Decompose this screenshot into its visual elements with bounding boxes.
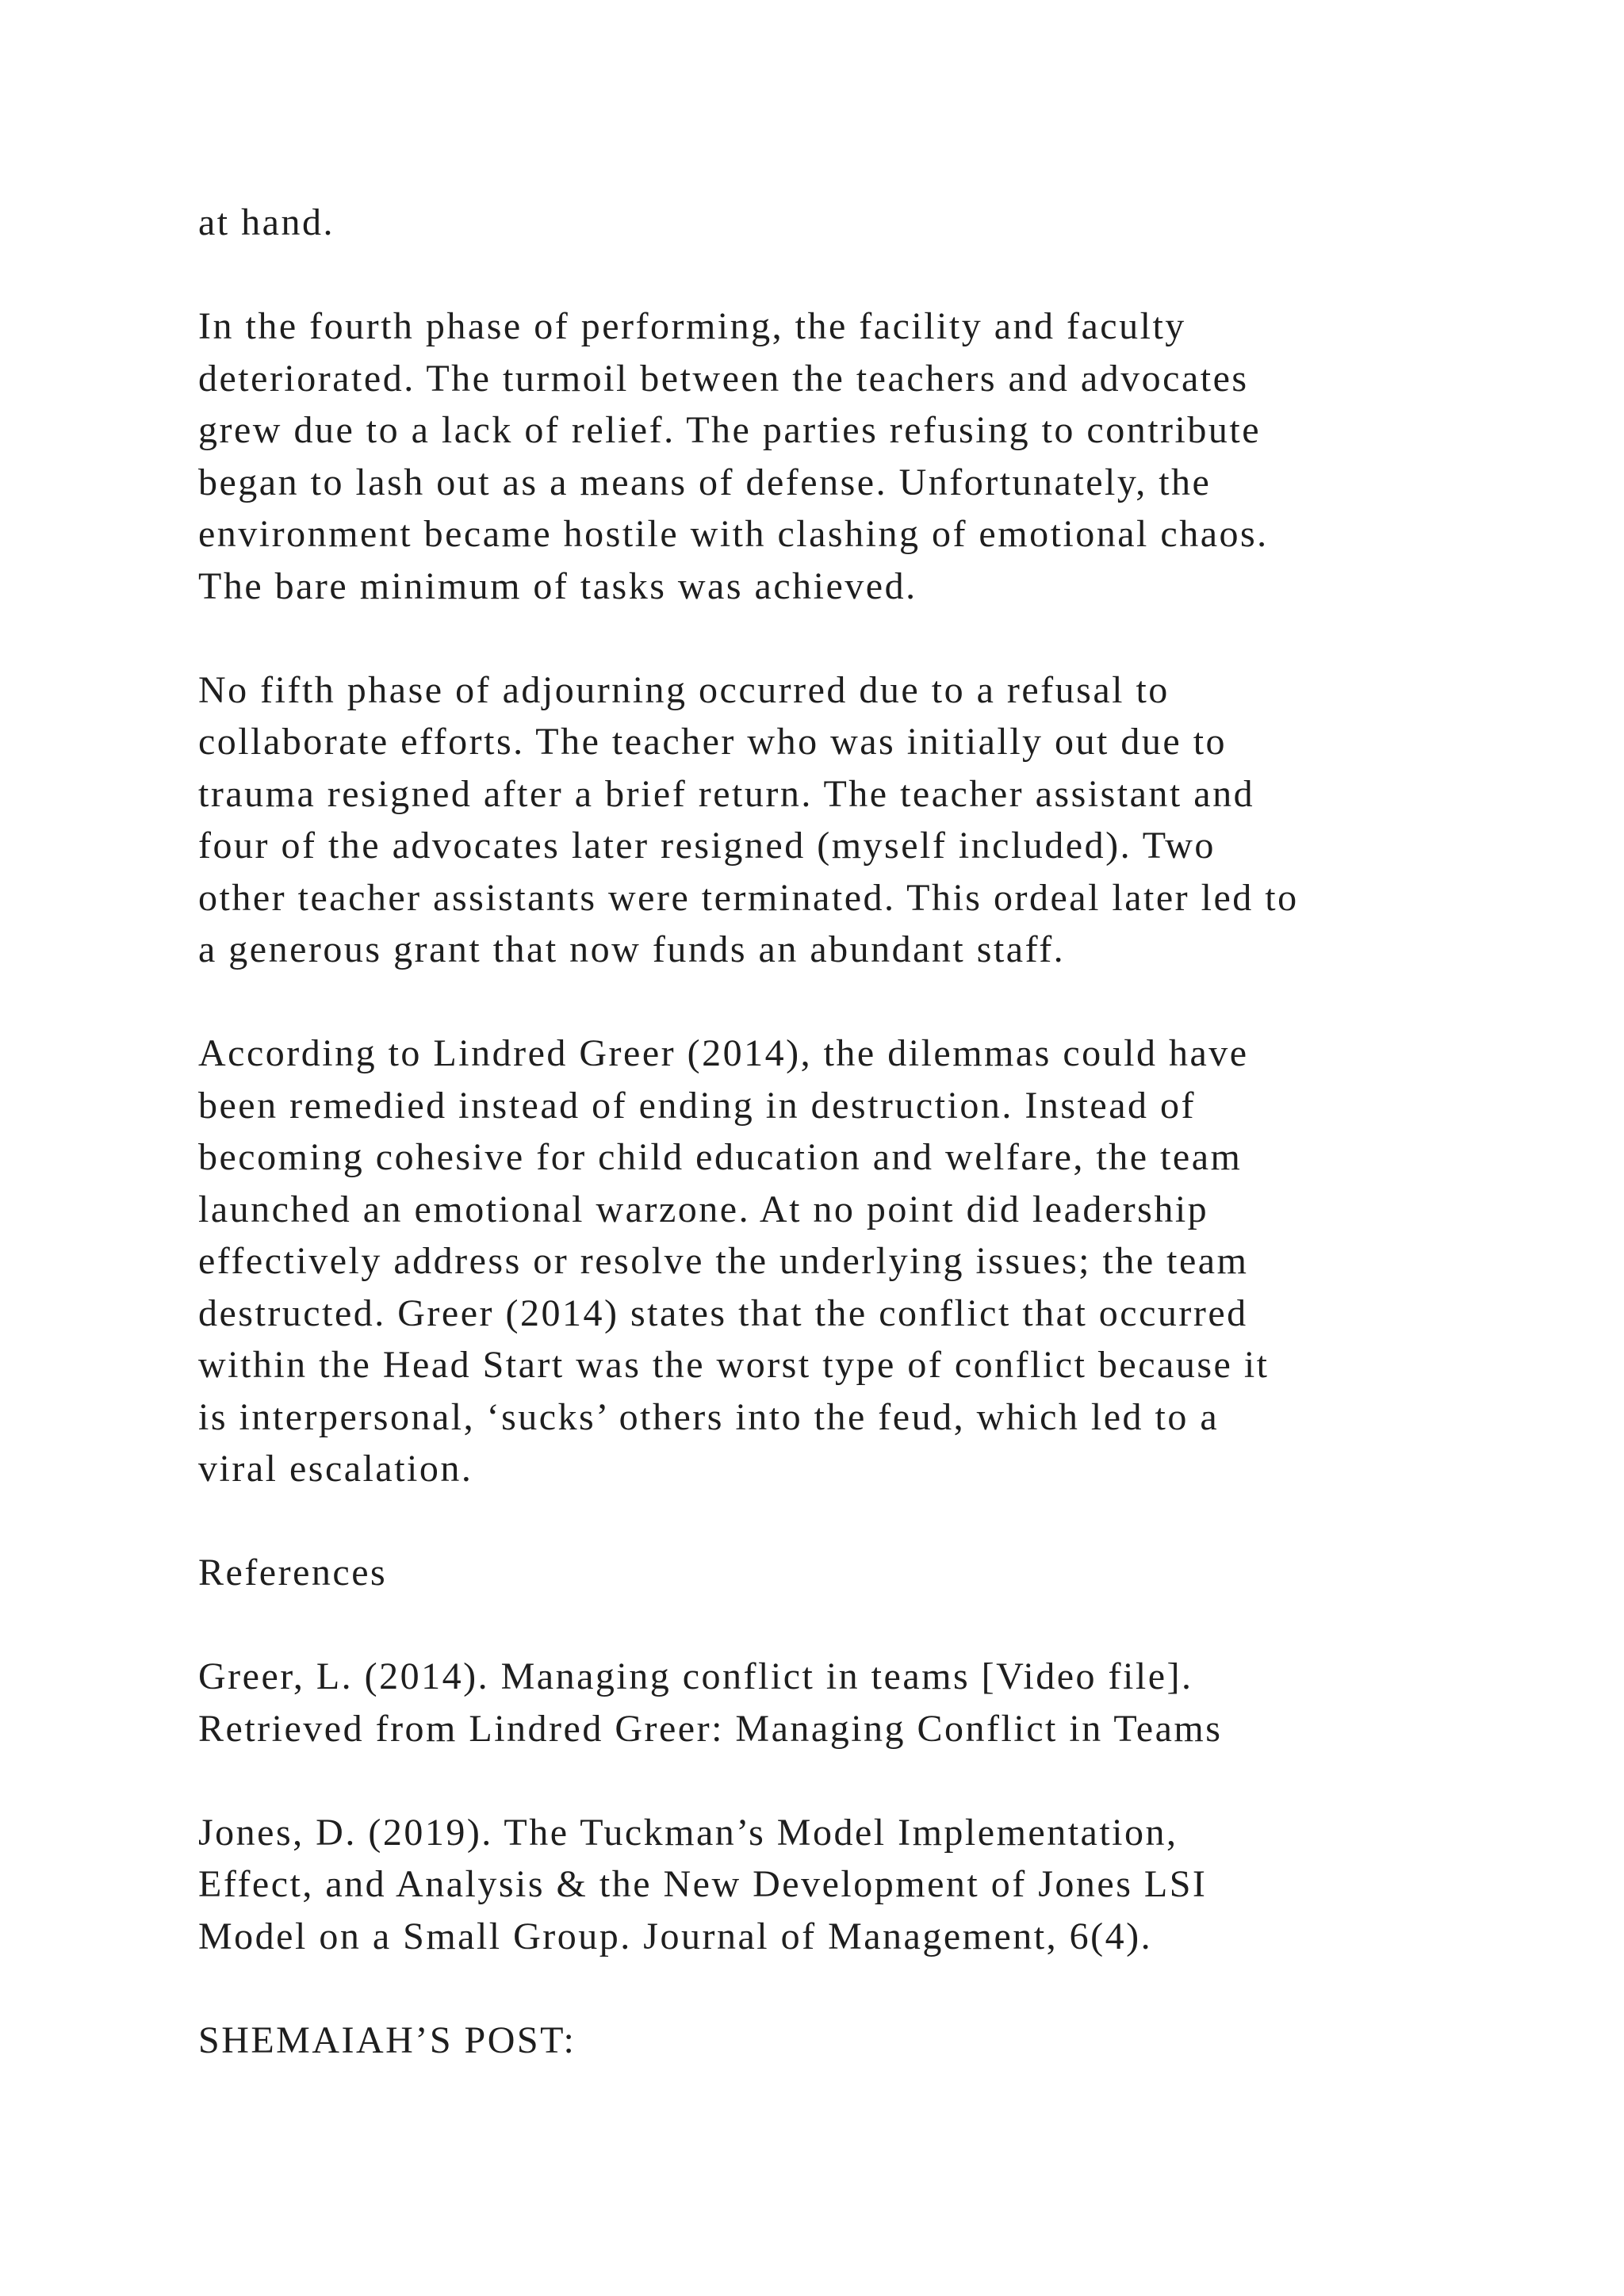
text-line: No fifth phase of adjourning occurred due to a refusal to [198, 668, 1170, 711]
text-line: is interpersonal, ‘sucks’ others into the feud, which led to a [198, 1395, 1220, 1438]
text-line: Effect, and Analysis & the New Development of Jones LSI [198, 1863, 1208, 1905]
text-line: began to lash out as a means of defense. Unfortunately, the [198, 461, 1212, 503]
reference-greer [198, 1651, 1467, 1755]
text-line: References [198, 1552, 388, 1594]
text-line: Retrieved from Lindred Greer: Managing Conflict in Teams [198, 1707, 1223, 1750]
text-line: trauma resigned after a brief return. The teacher assistant and [198, 772, 1255, 815]
text-line: grew due to a lack of relief. The parties refusing to contribute [198, 409, 1262, 451]
reference-jones [198, 1807, 1467, 1963]
text-line: launched an emotional warzone. At no point did leadership [198, 1188, 1209, 1230]
text-line: SHEMAIAH’S POST: [198, 2019, 576, 2061]
text-line: environment became hostile with clashing of emotional chaos. [198, 513, 1269, 555]
references-heading [198, 1547, 1467, 1599]
paragraph-fourth-phase [198, 300, 1467, 612]
text-line: effectively address or resolve the underlying issues; the team [198, 1240, 1249, 1282]
paragraph-fifth-phase [198, 664, 1467, 976]
text-line: According to Lindred Greer (2014), the dilemmas could have [198, 1032, 1249, 1074]
text-line: collaborate efforts. The teacher who was initially out due to [198, 721, 1228, 763]
text-line: viral escalation. [198, 1448, 473, 1490]
text-line: been remedied instead of ending in destruction. Instead of [198, 1084, 1196, 1127]
text-line: a generous grant that now funds an abundant staff. [198, 928, 1066, 970]
text-line: becoming cohesive for child education and welfare, the team [198, 1136, 1243, 1178]
text-line: Jones, D. (2019). The Tuckman’s Model Implementation, [198, 1811, 1178, 1854]
post-heading-shemaiah [198, 2015, 1467, 2067]
text-line: Greer, L. (2014). Managing conflict in teams [Video file]. [198, 1655, 1193, 1697]
text-line: Model on a Small Group. Journal of Management, 6(4). [198, 1915, 1153, 1957]
text-line: four of the advocates later resigned (myself included). Two [198, 825, 1216, 867]
text-line: deteriorated. The turmoil between the teachers and advocates [198, 357, 1249, 400]
text-line: In the fourth phase of performing, the facility and faculty [198, 305, 1186, 347]
text-line: destructed. Greer (2014) states that the conflict that occurred [198, 1292, 1248, 1334]
paragraph-continuation [198, 197, 1467, 249]
text-line: at hand. [198, 201, 335, 243]
text-line: other teacher assistants were terminated. This ordeal later led to [198, 876, 1299, 919]
document-page [198, 197, 1467, 2066]
text-line: within the Head Start was the worst type of conflict because it [198, 1344, 1270, 1386]
text-line: The bare minimum of tasks was achieved. [198, 564, 917, 607]
paragraph-greer-analysis [198, 1027, 1467, 1495]
